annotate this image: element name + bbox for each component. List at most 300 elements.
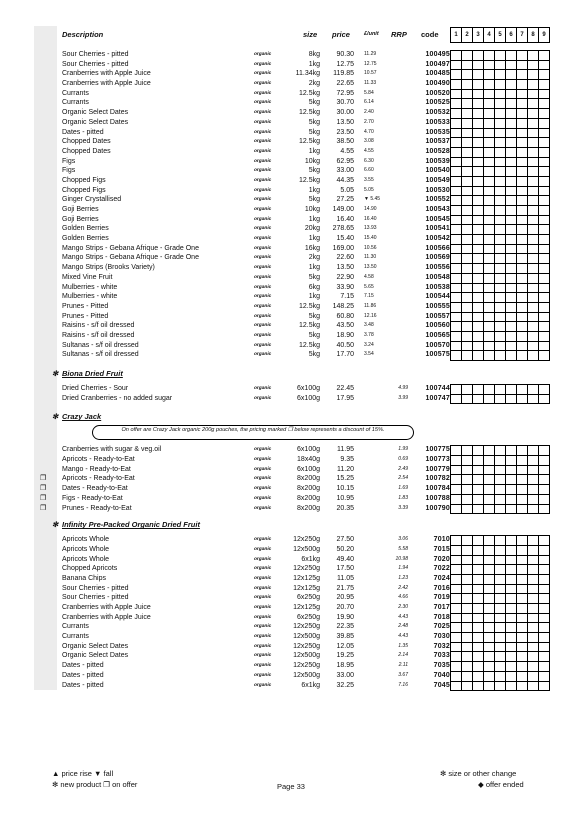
product-code: 100565 <box>425 331 450 339</box>
order-quantity-cells <box>450 321 550 331</box>
pack-size: 12x125g <box>293 584 320 592</box>
product-row <box>0 50 585 60</box>
product-description: Mango Strips - Gebana Afrique - Grade One <box>62 254 199 262</box>
product-code: 100782 <box>425 475 450 483</box>
product-description: Prunes - Pitted <box>62 302 109 310</box>
product-description: Apricots - Ready-to-Eat <box>62 456 135 464</box>
grid-col-9: 9 <box>542 32 546 38</box>
order-quantity-cells <box>450 455 550 465</box>
order-quantity-cells <box>450 584 550 594</box>
product-description: Cranberries with Apple Juice <box>62 604 151 611</box>
product-price: 15.40 <box>336 235 354 243</box>
order-quantity-cells <box>450 622 550 632</box>
product-price: 90.30 <box>336 51 354 58</box>
order-quantity-cells <box>450 661 550 671</box>
product-row <box>0 205 585 215</box>
product-price: 119.85 <box>333 70 354 78</box>
order-cell[interactable] <box>450 681 461 692</box>
new-product-star-icon: ✻ <box>52 520 59 530</box>
order-quantity-cells <box>450 263 550 273</box>
organic-label: organic <box>254 216 272 222</box>
order-quantity-cells <box>450 79 550 89</box>
product-code: 7035 <box>433 662 450 670</box>
section-heading <box>0 411 585 423</box>
product-code: 100569 <box>425 254 450 262</box>
rrp-price: 1.94 <box>398 565 408 572</box>
product-code: 100540 <box>425 167 450 175</box>
organic-label: organic <box>254 168 272 174</box>
product-row <box>0 69 585 79</box>
product-price: 22.60 <box>336 254 354 262</box>
unit-price: 12.75 <box>364 60 377 67</box>
pack-size: 1kg <box>308 60 320 68</box>
order-quantity-cells <box>450 603 550 613</box>
pack-size: 12x250g <box>293 642 320 650</box>
rrp-price: 1.69 <box>398 485 408 492</box>
rrp-price: 5.58 <box>398 545 408 552</box>
organic-label: organic <box>254 197 272 203</box>
pack-size: 20kg <box>304 225 320 233</box>
product-price: 4.55 <box>340 147 354 155</box>
order-cell[interactable] <box>483 681 494 692</box>
product-description: Dates - Ready-to-Eat <box>62 485 128 493</box>
row-spacer <box>0 360 585 368</box>
product-description: Goji Berries <box>62 215 99 223</box>
unit-price: 11.33 <box>364 80 377 87</box>
pack-size: 6kg <box>308 283 320 291</box>
product-description: Golden Berries <box>62 235 109 243</box>
product-code: 7032 <box>433 642 450 650</box>
section-heading <box>0 519 585 531</box>
order-quantity-cells <box>450 186 550 196</box>
order-cell[interactable] <box>461 681 472 692</box>
product-description: Chopped Figs <box>62 186 106 194</box>
pack-size: 1kg <box>308 215 320 223</box>
order-quantity-cells <box>450 118 550 128</box>
product-row <box>0 292 585 302</box>
order-cell[interactable] <box>538 681 550 692</box>
order-quantity-cells <box>450 394 550 404</box>
rrp-price: 2.30 <box>398 604 408 610</box>
order-quantity-cells <box>450 331 550 341</box>
product-description: Sour Cherries - pitted <box>62 594 129 602</box>
product-row <box>0 137 585 147</box>
grid-col-5: 5 <box>495 28 506 42</box>
pack-size: 12.5kg <box>298 341 320 349</box>
product-description: Mango - Ready-to-Eat <box>62 465 131 473</box>
pack-size: 12x500g <box>293 671 320 679</box>
organic-label: organic <box>254 274 272 280</box>
pack-size: 12x125g <box>293 574 320 582</box>
pack-size: 6x100g <box>297 465 320 473</box>
organic-label: organic <box>254 303 272 309</box>
order-cell[interactable] <box>527 681 538 692</box>
order-quantity-cells <box>450 350 550 360</box>
product-price: 278.65 <box>332 225 354 233</box>
legend-price-change: ▲ price rise ▼ fall <box>52 769 114 778</box>
product-description: Chopped Figs <box>62 176 106 184</box>
product-code: 100549 <box>425 176 450 184</box>
product-code: 100541 <box>425 225 450 233</box>
unit-price: 12.16 <box>364 312 377 319</box>
pack-size: 12x500g <box>293 652 320 660</box>
pack-size: 12.5kg <box>298 89 320 97</box>
product-row <box>0 504 585 514</box>
section-title: Infinity Pre-Packed Organic Dried Fruit <box>62 520 200 530</box>
pack-size: 5kg <box>308 167 320 175</box>
organic-label: organic <box>254 139 272 145</box>
order-quantity-cells <box>450 137 550 147</box>
product-code: 100775 <box>425 446 450 454</box>
organic-label: organic <box>254 595 272 601</box>
order-quantity-cells <box>450 642 550 652</box>
pack-size: 6x100g <box>297 394 320 402</box>
product-row <box>0 384 585 394</box>
organic-label: organic <box>254 61 272 67</box>
organic-label: organic <box>254 505 272 511</box>
product-price: 7.15 <box>340 293 354 301</box>
organic-label: organic <box>254 110 272 116</box>
pack-size: 5kg <box>308 99 320 107</box>
product-row <box>0 555 585 565</box>
organic-label: organic <box>254 352 272 358</box>
page-number: Page 33 <box>277 782 305 791</box>
product-description: Currants <box>62 623 89 631</box>
unit-price: 6.14 <box>364 99 374 106</box>
order-quantity-cells <box>450 50 550 60</box>
product-row <box>0 186 585 196</box>
order-quantity-cells <box>450 555 550 565</box>
order-quantity-cells <box>450 273 550 283</box>
organic-label: organic <box>254 624 272 630</box>
product-code: 7017 <box>433 604 450 611</box>
organic-label: organic <box>254 100 272 106</box>
unit-price: 13.93 <box>364 225 377 232</box>
pack-size: 12.5kg <box>298 176 320 184</box>
order-cell[interactable] <box>516 681 527 692</box>
pack-size: 12.5kg <box>298 302 320 310</box>
pack-size: 10kg <box>304 206 320 213</box>
organic-label: organic <box>254 81 272 87</box>
product-code: 100535 <box>425 128 450 136</box>
organic-label: organic <box>254 546 272 552</box>
product-row <box>0 89 585 99</box>
header-unit: £/unit <box>364 31 379 37</box>
product-code: 100548 <box>425 273 450 281</box>
header-description: Description <box>62 30 104 39</box>
unit-price: 11.30 <box>364 254 377 261</box>
rrp-price: 2.49 <box>398 465 408 472</box>
product-description: Figs <box>62 167 76 175</box>
order-quantity-cells <box>450 147 550 157</box>
organic-label: organic <box>254 575 272 581</box>
rrp-price: 3.06 <box>398 536 408 543</box>
product-row <box>0 455 585 465</box>
product-code: 100490 <box>425 80 450 88</box>
product-description: Currants <box>62 99 89 107</box>
organic-label: organic <box>254 495 272 501</box>
pack-size: 2kg <box>308 254 320 262</box>
product-code: 7025 <box>433 623 450 631</box>
organic-label: organic <box>254 486 272 492</box>
order-cell[interactable] <box>472 681 483 692</box>
grid-col-2: 2 <box>462 28 473 42</box>
order-quantity-cells <box>450 564 550 574</box>
product-row <box>0 244 585 254</box>
product-row <box>0 484 585 494</box>
product-row <box>0 331 585 341</box>
pack-size: 5kg <box>308 118 320 126</box>
product-price: 21.75 <box>336 584 354 592</box>
product-row <box>0 108 585 118</box>
product-price: 13.50 <box>336 264 354 272</box>
product-code: 100485 <box>425 70 450 78</box>
product-code: 100545 <box>425 215 450 223</box>
pack-size: 12x250g <box>293 565 320 573</box>
rrp-price: 2.54 <box>398 475 408 482</box>
product-description: Apricots Whole <box>62 555 110 563</box>
unit-price: 3.48 <box>364 322 374 329</box>
organic-label: organic <box>254 634 272 640</box>
product-code: 100788 <box>425 494 450 502</box>
order-quantity-cells <box>450 205 550 215</box>
order-quantity-cells <box>450 593 550 603</box>
pack-size: 2kg <box>308 80 320 88</box>
unit-price: 13.50 <box>364 264 377 271</box>
organic-label: organic <box>254 395 272 401</box>
unit-price: 4.58 <box>364 273 374 280</box>
pack-size: 8x200g <box>297 485 320 493</box>
organic-label: organic <box>254 386 272 391</box>
product-price: 22.90 <box>336 273 354 281</box>
order-quantity-cells <box>450 681 550 691</box>
product-price: 11.05 <box>337 574 354 582</box>
pack-size: 1kg <box>308 235 320 243</box>
header-price: price <box>332 30 350 39</box>
product-row <box>0 147 585 157</box>
unit-price: 3.54 <box>364 351 374 358</box>
offer-mark: ❐ <box>40 504 47 512</box>
pack-size: 1kg <box>308 264 320 272</box>
product-code: 7045 <box>433 681 450 689</box>
product-description: Sour Cherries - pitted <box>62 60 129 68</box>
pack-size: 6x1kg <box>301 555 320 563</box>
product-row <box>0 312 585 322</box>
organic-label: organic <box>254 342 272 348</box>
section-title: Crazy Jack <box>62 412 102 422</box>
product-description: Figs - Ready-to-Eat <box>62 494 123 502</box>
header-rrp: RRP <box>391 30 407 39</box>
order-quantity-cells <box>450 89 550 99</box>
product-description: Dried Cranberries - no added sugar <box>62 394 173 402</box>
product-price: 169.00 <box>332 244 354 252</box>
product-description: Sultanas - s/f oil dressed <box>62 351 139 359</box>
pack-size: 8kg <box>308 51 320 58</box>
product-description: Raisins - s/f oil dressed <box>62 322 135 330</box>
product-price: 20.95 <box>336 594 354 602</box>
product-row <box>0 642 585 652</box>
rrp-price: 2.11 <box>398 662 408 669</box>
product-code: 7015 <box>433 545 450 553</box>
organic-label: organic <box>254 236 272 242</box>
offer-notice-text: On offer are Crazy Jack organic 200g pouches, the pricing marked ❐ below represents a discount of 15%. <box>92 425 414 440</box>
pack-size: 5kg <box>308 351 320 359</box>
organic-label: organic <box>254 255 272 261</box>
product-description: Figs <box>62 157 76 165</box>
product-description: Organic Select Dates <box>62 118 129 126</box>
product-code: 7024 <box>433 574 450 582</box>
organic-label: organic <box>254 323 272 329</box>
product-price: 23.50 <box>336 128 354 136</box>
product-code: 100495 <box>425 51 450 58</box>
product-description: Mixed Vine Fruit <box>62 273 113 281</box>
rrp-price: 4.99 <box>398 385 408 391</box>
grid-col-4: 4 <box>484 28 495 42</box>
product-description: Golden Berries <box>62 225 109 233</box>
order-quantity-cells <box>450 157 550 167</box>
order-quantity-cells <box>450 98 550 108</box>
product-code: 100530 <box>425 186 450 194</box>
product-price: 17.50 <box>336 565 354 573</box>
product-price: 62.95 <box>336 157 354 165</box>
legend-offer-ended: ◆ offer ended <box>478 780 524 789</box>
order-quantity-cells <box>450 574 550 584</box>
order-quantity-cells <box>450 283 550 293</box>
order-quantity-cells <box>450 545 550 555</box>
order-quantity-cells <box>450 234 550 244</box>
rrp-price: 4.43 <box>398 613 408 620</box>
unit-price: 10.56 <box>364 244 377 251</box>
order-quantity-cells <box>450 384 550 394</box>
product-code: 100528 <box>425 147 450 155</box>
product-row <box>0 651 585 661</box>
product-code: 100744 <box>425 385 450 392</box>
order-quantity-cells <box>450 613 550 623</box>
organic-label: organic <box>254 605 272 610</box>
order-cell[interactable] <box>494 681 505 692</box>
pack-size: 6x100g <box>297 446 320 454</box>
unit-price: 5.65 <box>364 283 374 290</box>
product-row <box>0 445 585 455</box>
unit-price: ▼ 5.45 <box>364 196 381 203</box>
unit-price: 11.86 <box>364 302 377 309</box>
organic-label: organic <box>254 129 272 135</box>
product-price: 17.70 <box>336 351 354 359</box>
unit-price: 5.05 <box>364 186 374 193</box>
product-description: Apricots - Ready-to-Eat <box>62 475 135 483</box>
product-description: Chopped Dates <box>62 138 111 146</box>
product-price: 22.35 <box>336 623 354 631</box>
pack-size: 11.34kg <box>295 70 320 78</box>
order-cell[interactable] <box>505 681 516 692</box>
organic-label: organic <box>254 476 272 482</box>
unit-price: 2.40 <box>364 109 374 116</box>
product-description: Sultanas - s/f oil dressed <box>62 341 139 349</box>
product-row <box>0 195 585 205</box>
product-row <box>0 603 585 613</box>
product-table <box>0 50 585 690</box>
order-quantity-cells <box>450 494 550 504</box>
product-price: 148.25 <box>332 302 354 310</box>
order-quantity-cells <box>450 128 550 138</box>
pack-size: 5kg <box>308 196 320 204</box>
product-price: 22.65 <box>336 80 354 88</box>
product-price: 5.05 <box>340 186 354 194</box>
product-price: 18.90 <box>336 331 354 339</box>
product-price: 22.45 <box>336 385 354 392</box>
product-row <box>0 224 585 234</box>
order-quantity-cells <box>450 60 550 70</box>
order-quantity-cells <box>450 535 550 545</box>
grid-col-7: 7 <box>517 28 528 42</box>
section-heading <box>0 368 585 380</box>
product-price: 20.35 <box>336 504 354 512</box>
unit-price: 11.29 <box>364 51 377 57</box>
product-description: Mango Strips (Brooks Variety) <box>62 264 155 272</box>
product-row <box>0 474 585 484</box>
unit-price: 10.57 <box>364 70 377 77</box>
product-price: 11.95 <box>337 446 354 454</box>
order-quantity-cells <box>450 445 550 455</box>
product-code: 100779 <box>425 465 450 473</box>
product-price: 72.95 <box>336 89 354 97</box>
product-row <box>0 465 585 475</box>
product-price: 15.25 <box>336 475 354 483</box>
product-description: Apricots Whole <box>62 545 110 553</box>
product-description: Organic Select Dates <box>62 109 129 117</box>
product-price: 32.25 <box>336 681 354 689</box>
unit-price: 14.90 <box>364 206 377 212</box>
organic-label: organic <box>254 614 272 620</box>
product-description: Currants <box>62 633 89 641</box>
product-code: 100538 <box>425 283 450 291</box>
product-price: 11.20 <box>337 465 354 473</box>
product-price: 149.00 <box>332 206 354 213</box>
product-price: 60.80 <box>336 312 354 320</box>
order-quantity-cells <box>450 504 550 514</box>
pack-size: 12x500g <box>293 545 320 553</box>
product-code: 100555 <box>425 302 450 310</box>
row-spacer <box>0 403 585 411</box>
product-description: Dates - pitted <box>62 681 104 689</box>
product-row <box>0 128 585 138</box>
organic-label: organic <box>254 284 272 290</box>
pack-size: 8x200g <box>297 475 320 483</box>
product-code: 100790 <box>425 504 450 512</box>
product-description: Banana Chips <box>62 574 106 582</box>
product-row <box>0 632 585 642</box>
product-code: 100532 <box>425 109 450 117</box>
product-description: Organic Select Dates <box>62 642 129 650</box>
product-price: 16.40 <box>336 215 354 223</box>
pack-size: 1kg <box>308 186 320 194</box>
order-quantity-cells <box>450 465 550 475</box>
product-code: 100556 <box>425 264 450 272</box>
order-quantity-cells <box>450 108 550 118</box>
product-description: Chopped Dates <box>62 147 111 155</box>
pack-size: 12.5kg <box>298 322 320 330</box>
unit-price: 3.08 <box>364 138 374 145</box>
product-code: 100784 <box>425 485 450 493</box>
product-code: 100575 <box>425 351 450 359</box>
product-row <box>0 321 585 331</box>
product-code: 7020 <box>433 555 450 563</box>
unit-price: 16.40 <box>364 215 377 222</box>
product-row <box>0 118 585 128</box>
grid-col-6: 6 <box>506 28 517 42</box>
product-row <box>0 79 585 89</box>
unit-price: 3.55 <box>364 176 374 183</box>
